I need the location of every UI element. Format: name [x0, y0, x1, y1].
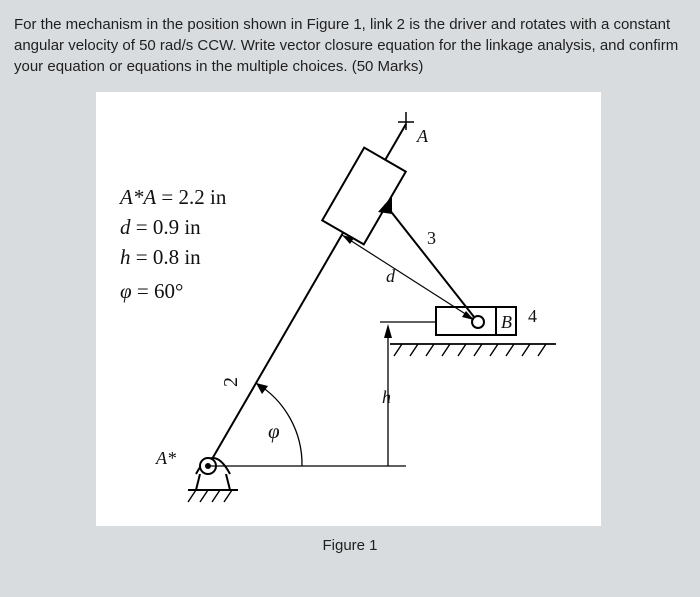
label-pivot: A*: [156, 448, 176, 468]
label-point-a: A: [417, 126, 428, 146]
svg-text:d = 0.9 in: [120, 215, 201, 239]
label-link-3: 3: [427, 228, 436, 248]
label-angle: φ: [268, 419, 280, 443]
joint-b: [472, 316, 484, 328]
mechanism-diagram: [96, 92, 601, 526]
given-value-1: = 0.9 in: [135, 215, 201, 239]
pivot-left-leg: [196, 474, 200, 490]
angle-arrow: [256, 383, 268, 394]
label-link-4: 4: [528, 306, 537, 326]
label-dim-d: d: [386, 266, 395, 286]
svg-text:h = 0.8 in: [120, 245, 201, 269]
given-symbol-2: h: [120, 245, 131, 269]
figure-panel: [96, 92, 601, 526]
given-values: [118, 185, 227, 303]
pivot-pin: [205, 463, 211, 469]
given-symbol-3: φ: [120, 279, 132, 303]
given-symbol-1: d: [120, 215, 131, 239]
given-value-2: = 0.8 in: [135, 245, 201, 269]
problem-statement: For the mechanism in the position shown in Figure 1, link 2 is the driver and rotates with a constant angular velocity of 50 rad/s CCW. Write vector closure equation for the linkage analysis, and confirm your equation or equations in the multiple choices. (50 Marks): [14, 16, 679, 75]
pivot-right-leg: [226, 474, 230, 490]
given-symbol-0: A*A: [120, 185, 157, 209]
ground-hatch: [188, 344, 546, 502]
link-3: [385, 204, 478, 322]
label-dim-h: h: [382, 387, 391, 407]
figure-caption: Figure 1: [322, 537, 378, 554]
given-value-3: = 60°: [136, 279, 184, 303]
given-value-0: = 2.2 in: [161, 185, 227, 209]
svg-text:φ = 60°: [120, 279, 183, 303]
h-arrow-top: [384, 324, 392, 338]
d-dimension-line: [342, 235, 478, 322]
slider-block: [322, 148, 406, 245]
label-point-b: B: [501, 312, 512, 332]
svg-text:A*A = 2.2 in: [118, 185, 227, 209]
label-link-2: 2: [220, 377, 242, 387]
